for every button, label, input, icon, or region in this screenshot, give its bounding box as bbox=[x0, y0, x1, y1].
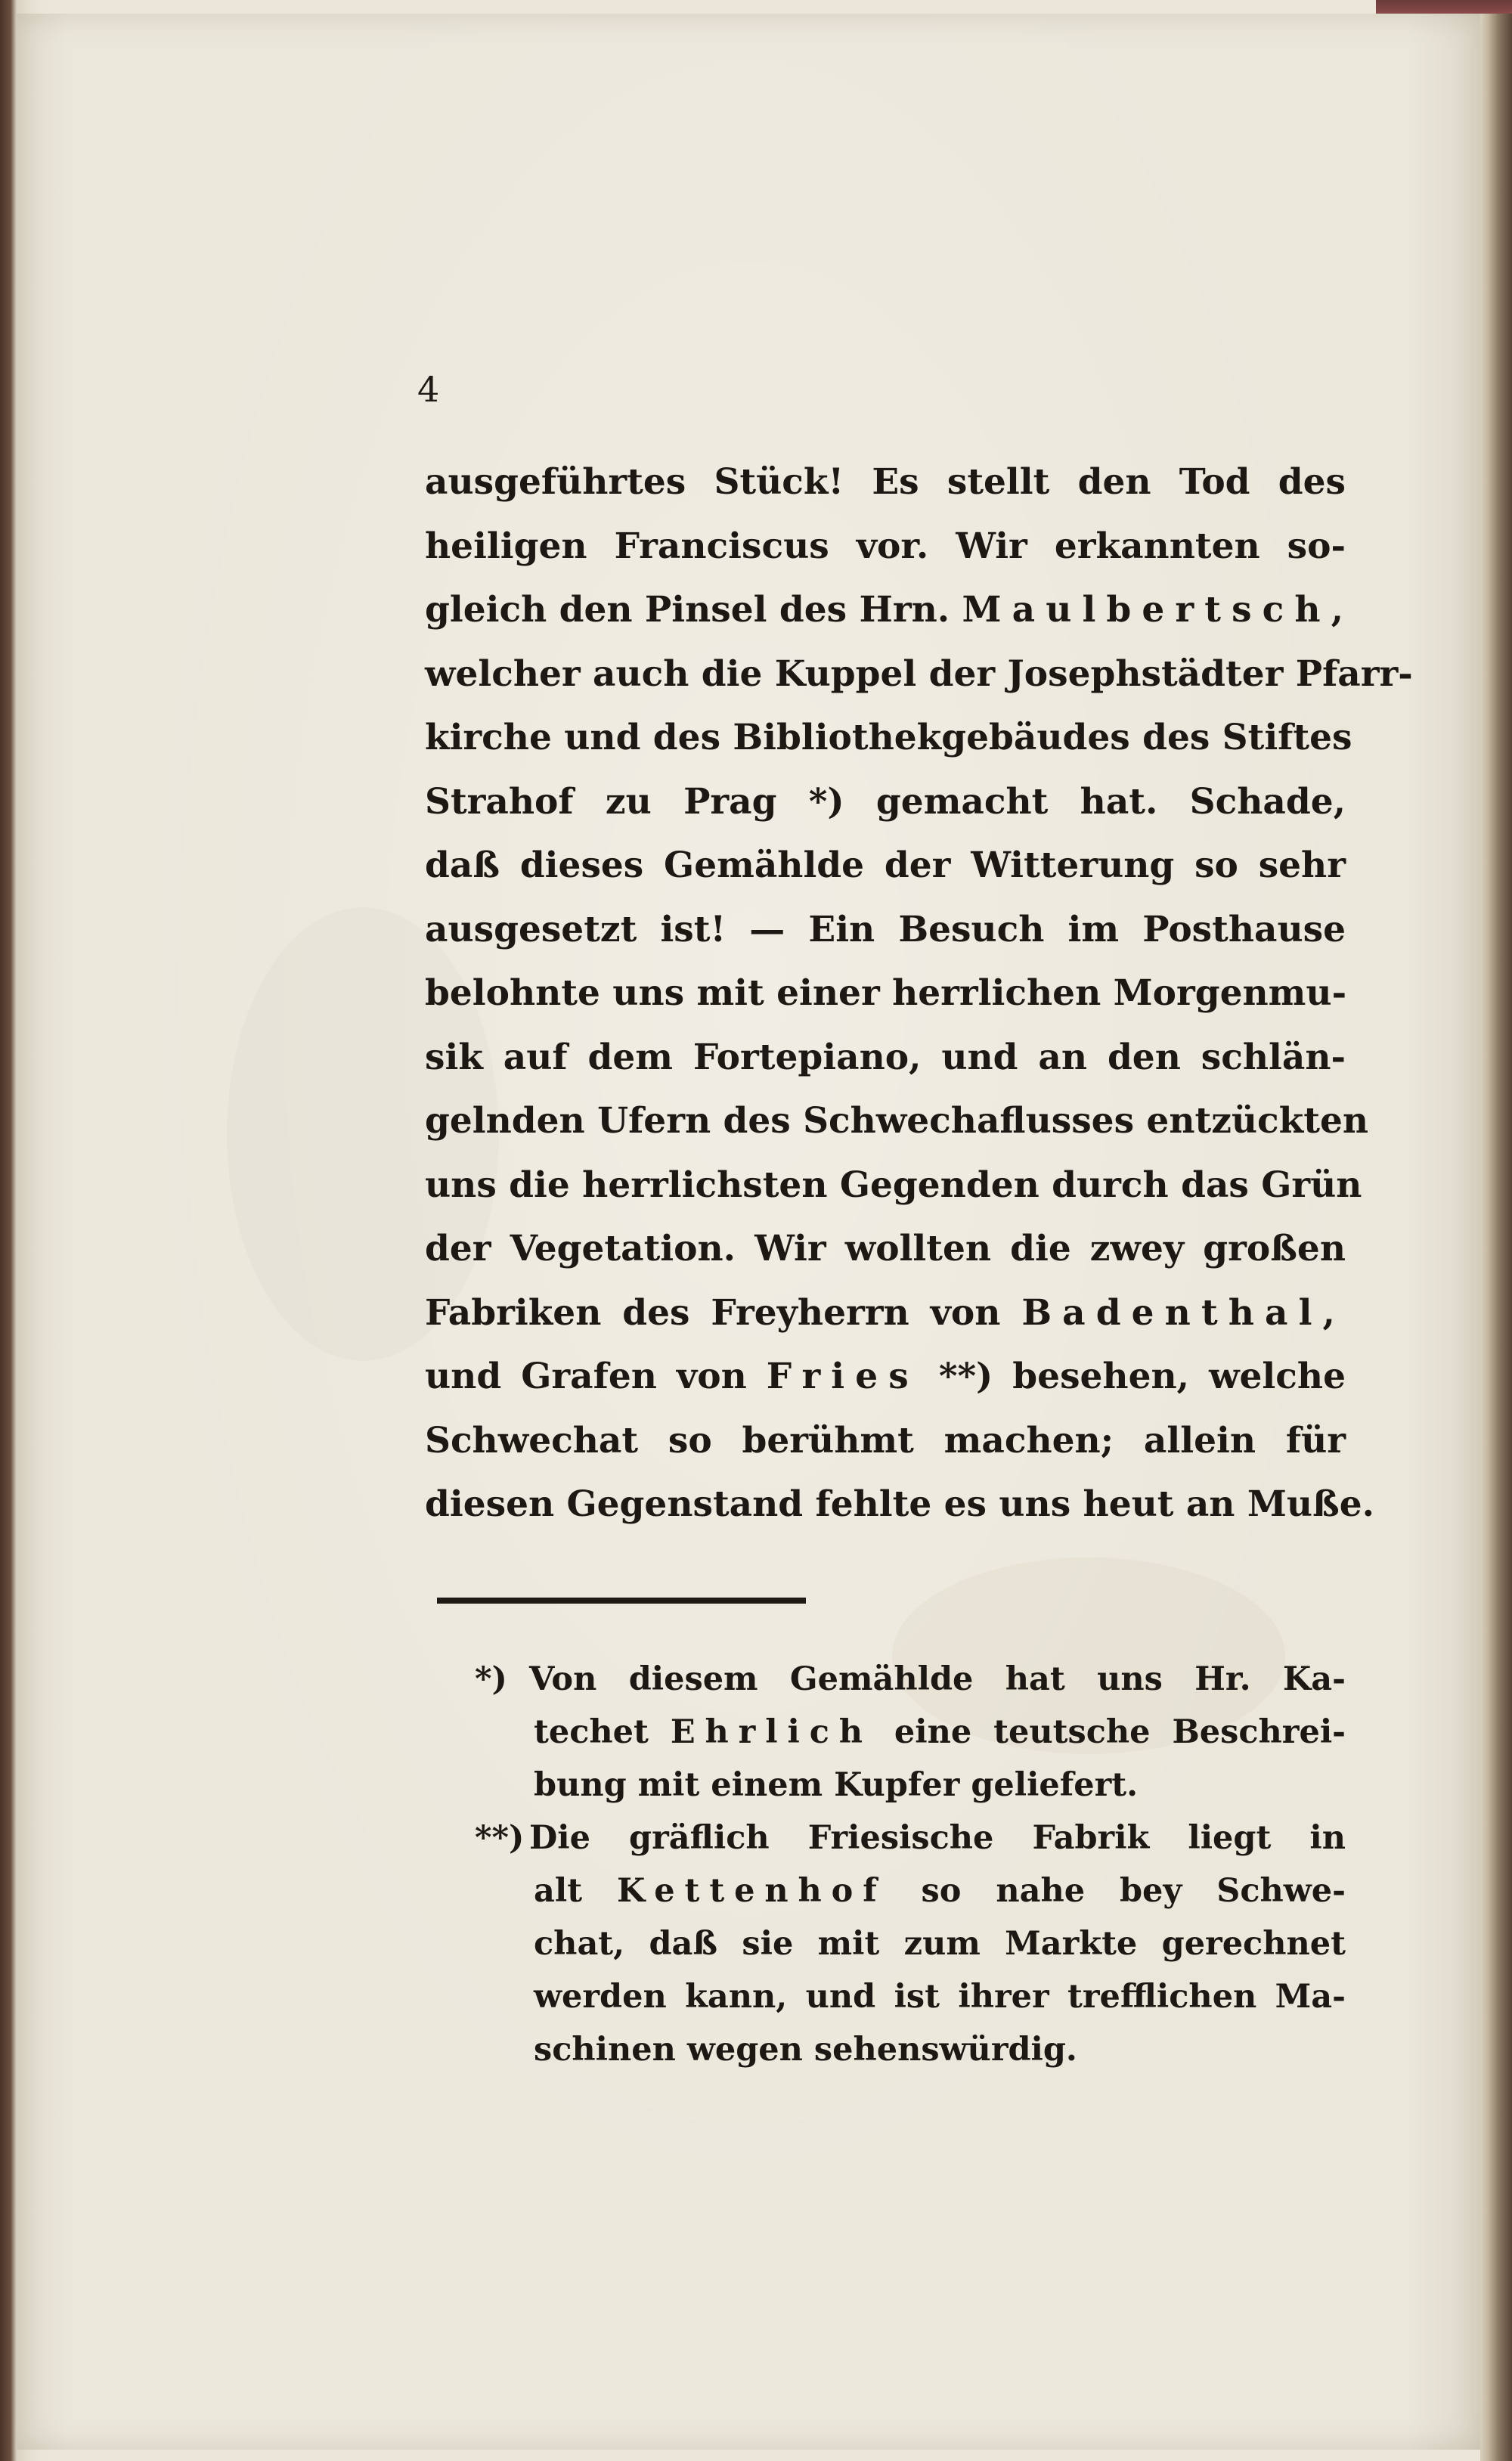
text-line bbox=[425, 1282, 1346, 1346]
footnote-2 bbox=[475, 1812, 1346, 1864]
name-maulbertsch: Maulbertsch, bbox=[962, 589, 1355, 631]
text-line: gelnden Ufern des Schwechaflusses entzückten bbox=[425, 1100, 1369, 1142]
footnotes bbox=[475, 1653, 1346, 2076]
text-segment: **) besehen, welche bbox=[919, 1356, 1346, 1397]
footnote-1 bbox=[475, 1653, 1346, 1706]
name-ehrlich: Ehrlich bbox=[670, 1713, 872, 1751]
text-segment: techet bbox=[534, 1713, 671, 1751]
footnote-divider bbox=[437, 1598, 806, 1604]
text-segment: gleich den Pinsel des Hrn. bbox=[425, 589, 962, 631]
name-kettenhof: Kettenhof bbox=[616, 1872, 887, 1910]
text-line: uns die herrlichsten Gegenden durch das Grün bbox=[425, 1164, 1362, 1206]
text-segment: Fabriken des Freyherrn von bbox=[425, 1291, 1022, 1334]
name-badenthal: Badenthal, bbox=[1021, 1291, 1346, 1334]
footnote-line bbox=[475, 1706, 1346, 1759]
text-segment: alt bbox=[534, 1872, 617, 1910]
page-number: 4 bbox=[417, 369, 440, 410]
text-line: daß dieses Gemählde der Witterung so sehr bbox=[425, 845, 1346, 886]
text-line bbox=[425, 578, 1355, 643]
text-segment: und Grafen von bbox=[425, 1356, 767, 1397]
text-line: ausgeführtes Stück! Es stellt den Tod des bbox=[425, 461, 1346, 503]
footnote-marker: **) bbox=[475, 1819, 525, 1857]
footnote-text: Von diesem Gemählde hat uns Hr. Ka- bbox=[529, 1660, 1346, 1698]
footnote-line: schinen wegen sehenswürdig. bbox=[534, 2031, 1077, 2069]
footnote-line bbox=[475, 1864, 1346, 1917]
footnote-text: Die gräflich Friesische Fabrik liegt in bbox=[529, 1819, 1346, 1857]
page-edge bbox=[1480, 0, 1512, 2461]
text-line: sik auf dem Fortepiano, und an den schlän- bbox=[425, 1036, 1346, 1078]
footnote-marker: *) bbox=[475, 1660, 507, 1698]
body-text bbox=[425, 451, 1413, 1537]
text-line: kirche und des Bibliothekgebäudes des Stiftes bbox=[425, 717, 1352, 758]
text-line: diesen Gegenstand fehlte es uns heut an Muße. bbox=[425, 1483, 1375, 1525]
text-line: der Vegetation. Wir wollten die zwey großen bbox=[425, 1228, 1346, 1269]
footnote-line: bung mit einem Kupfer geliefert. bbox=[534, 1766, 1139, 1804]
text-line: welcher auch die Kuppel der Josephstädter Pfarr- bbox=[425, 652, 1413, 695]
cover-edge bbox=[1376, 0, 1512, 14]
footnote-line: werden kann, und ist ihrer trefflichen Ma- bbox=[534, 1978, 1346, 2016]
text-line: belohnte uns mit einer herrlichen Morgenmu- bbox=[425, 972, 1347, 1014]
text-line bbox=[425, 1345, 1346, 1409]
text-segment: so nahe bey Schwe- bbox=[886, 1872, 1346, 1910]
text-line: ausgesetzt ist! — Ein Besuch im Posthause bbox=[425, 908, 1346, 950]
name-fries: Fries bbox=[766, 1356, 919, 1397]
footnote-line: chat, daß sie mit zum Markte gerechnet bbox=[534, 1925, 1346, 1963]
text-segment: eine teutsche Beschrei- bbox=[872, 1713, 1346, 1751]
text-line: heiligen Franciscus vor. Wir erkannten so- bbox=[425, 525, 1346, 567]
text-line: Strahof zu Prag *) gemacht hat. Schade, bbox=[425, 780, 1346, 823]
text-line: Schwechat so berühmt machen; allein für bbox=[425, 1419, 1346, 1461]
